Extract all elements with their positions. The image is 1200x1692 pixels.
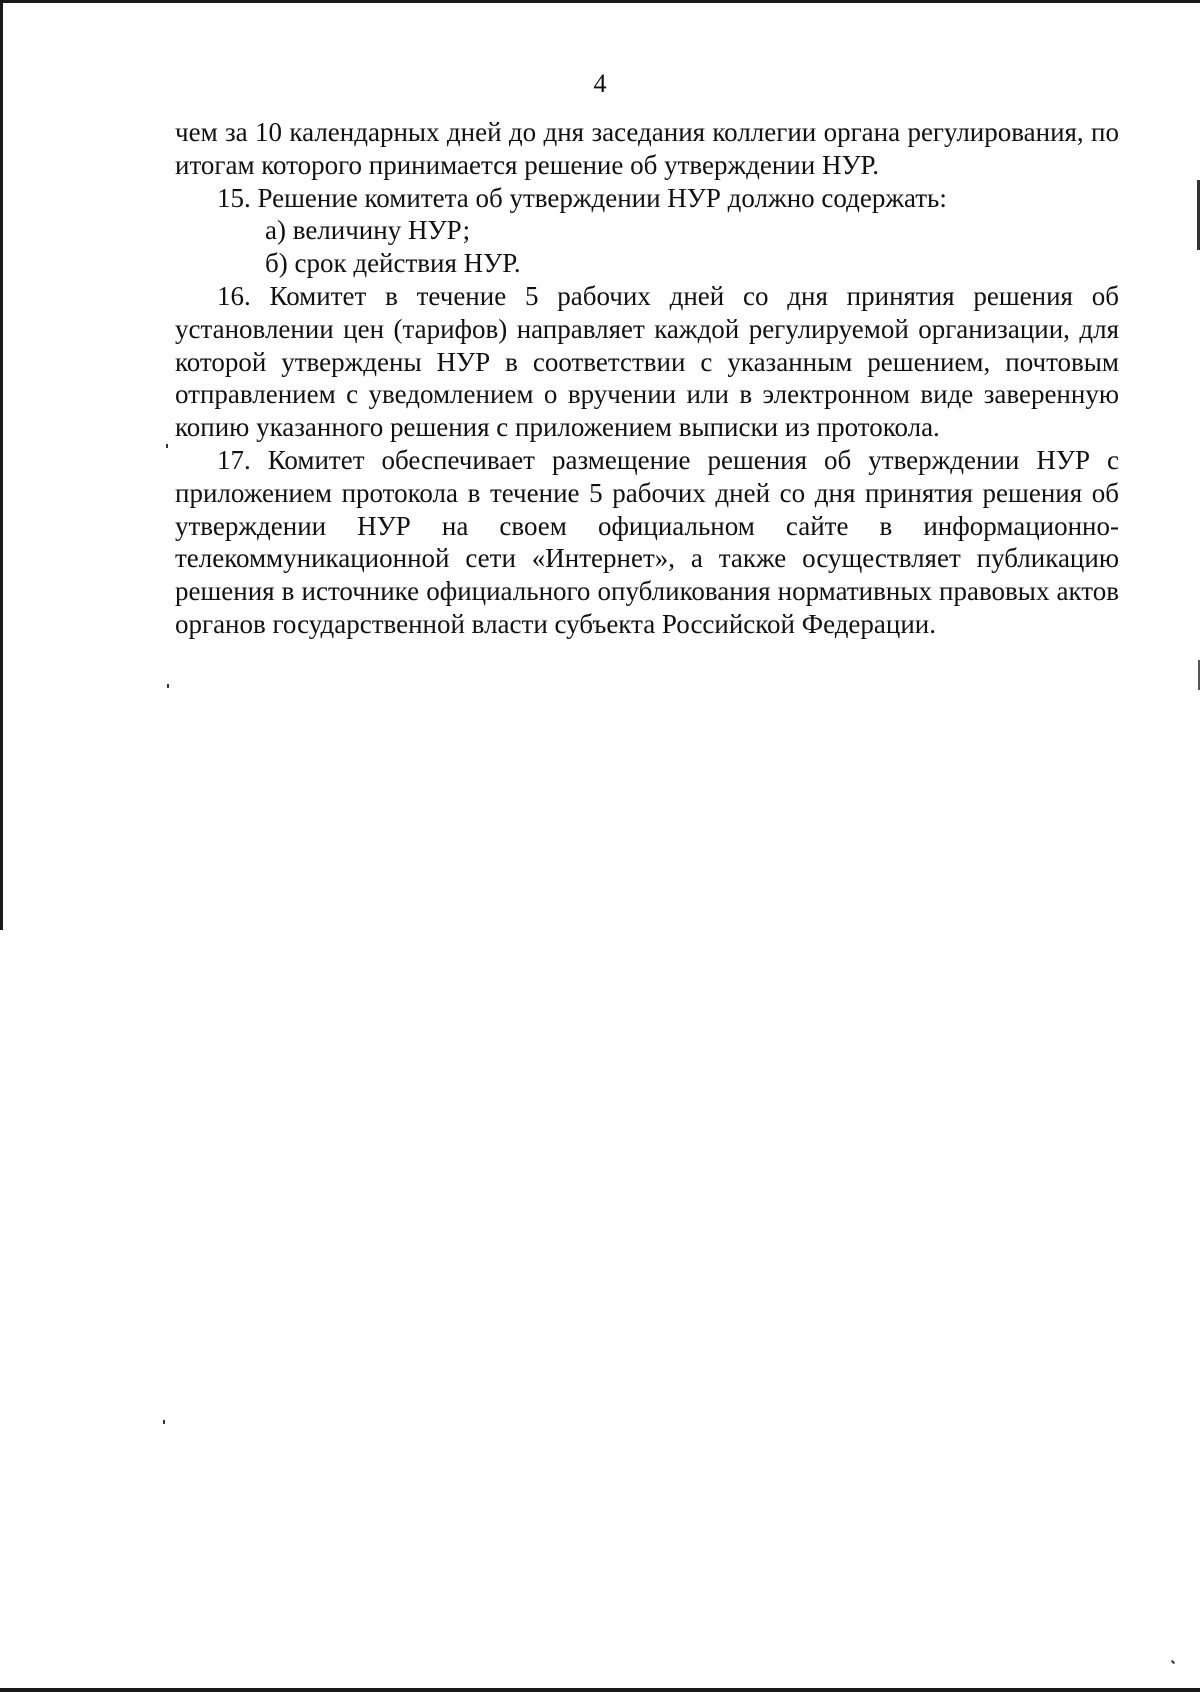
scan-speck: [163, 1420, 165, 1424]
paragraph-15: 15. Решение комитета об утверждении НУР должно содержать:: [217, 182, 947, 213]
paragraph-17: 17. Комитет обеспечивает размещение решения об утверждении НУР с приложением протокола в течение 5 рабочих дней со дня принятия решения об утверждении НУР на своем официальном сайте в информационно-телекоммуникационной сети «Интернет», а также осуществляет публикацию решения в источнике официального опубликования нормативных правовых актов органов государственной власти субъекта Российской Федерации.: [175, 444, 1119, 639]
scan-speck: [166, 444, 168, 448]
document-body: [175, 116, 1119, 641]
scan-edge-bottom: [0, 1688, 1200, 1692]
scan-edge-top: [0, 0, 1200, 3]
scan-speck: [167, 684, 169, 688]
page-number: 4: [593, 69, 607, 98]
paragraph-continuation: чем за 10 календарных дней до дня заседания коллегии органа регулирования, по итогам которого принимается решение об утверждении НУР.: [175, 117, 1119, 180]
paragraph-16: 16. Комитет в течение 5 рабочих дней со дня принятия решения об установлении цен (тарифов) направляет каждой регулируемой организации, для которой утверждены НУР в соответствии с указанным решением, почтовым отправлением с уведомлением о вручении или в электронном виде заверенную копию указанного решения с приложением выписки из протокола.: [175, 280, 1119, 443]
scan-speck: [1171, 1660, 1175, 1664]
list-item-b: б) срок действия НУР.: [265, 248, 521, 279]
scan-edge-left: [0, 0, 3, 930]
list-item-a: а) величину НУР;: [265, 215, 471, 246]
